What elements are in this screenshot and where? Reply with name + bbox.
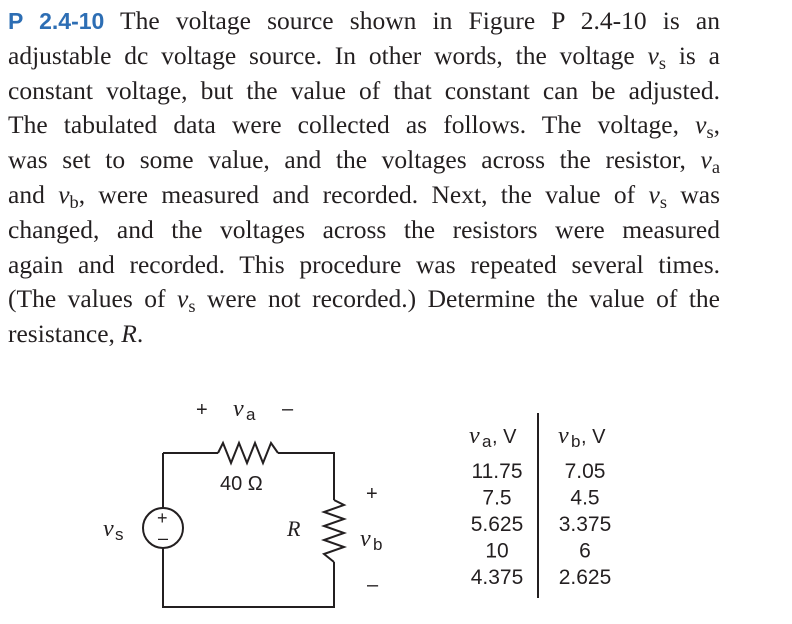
math-subscript: s (659, 192, 667, 213)
problem-text: were not recorded.) Determine the value of the (195, 284, 720, 314)
math-variable: v (695, 110, 707, 140)
math-subscript: s (188, 296, 196, 317)
header-va-unit: , V (492, 426, 517, 448)
math-variable: v (58, 179, 70, 209)
table-cell-va: 7.5 (482, 486, 512, 510)
resistor-r-label: R (287, 516, 301, 541)
header-vb-subscript: b (571, 432, 581, 451)
header-vb-symbol: v (558, 423, 569, 449)
problem-text: . (136, 319, 144, 349)
problem-text: adjustable dc voltage source. In other words, the voltage (8, 40, 648, 70)
problem-text: , were measured and recorded. Next, the value of (78, 179, 649, 209)
problem-text: was set to some value, and the voltages across the resistor, (8, 145, 701, 175)
vb-plus-sign: + (366, 483, 378, 505)
va-plus-sign: + (196, 399, 208, 421)
header-va-symbol: v (469, 423, 480, 449)
header-vb-unit: , V (581, 426, 606, 448)
va-symbol: v (233, 396, 244, 422)
table-cell-vb: 4.5 (570, 486, 600, 510)
table-cell-va: 5.625 (470, 513, 524, 536)
math-variable: R (121, 319, 137, 349)
vb-symbol: v (360, 526, 371, 552)
source-plus-sign: + (157, 508, 168, 528)
problem-text: , (713, 110, 720, 140)
vs-subscript: s (115, 525, 124, 544)
problem-text: The voltage source shown in Figure P 2.4-10 is an (104, 6, 720, 35)
vs-symbol: v (103, 516, 114, 542)
problem-text: is a (666, 40, 720, 70)
vb-minus-sign: – (367, 574, 379, 596)
problem-text: was (666, 179, 720, 209)
vb-subscript: b (373, 535, 383, 554)
problem-number: P 2.4-10 (8, 8, 105, 34)
data-table (469, 413, 611, 598)
math-subscript: b (69, 192, 79, 213)
table-cell-vb: 6 (579, 539, 591, 563)
wire-top-right (278, 453, 334, 500)
math-subscript: s (658, 52, 666, 73)
problem-text: and (8, 179, 59, 209)
problem-text: constant voltage, but the value of that constant can be adjusted. (8, 75, 720, 105)
source-minus-sign: – (158, 528, 169, 548)
problem-text: again and recorded. This procedure was repeated several times. (8, 249, 720, 279)
resistor-40-ohm (218, 443, 278, 463)
table-cell-vb: 2.625 (558, 566, 612, 589)
table-cell-vb: 3.375 (558, 513, 612, 536)
table-cell-vb: 7.05 (564, 460, 606, 483)
problem-text: resistance, (8, 319, 122, 349)
math-subscript: a (711, 157, 720, 178)
math-subscript: s (706, 122, 714, 143)
problem-text: (The values of (8, 284, 177, 314)
math-variable: v (647, 40, 659, 70)
header-va-subscript: a (482, 432, 492, 451)
math-variable: v (700, 145, 712, 175)
math-variable: v (177, 284, 189, 314)
problem-text: The tabulated data were collected as follows. The voltage, (8, 110, 696, 140)
wire-left-bottom (163, 548, 334, 607)
table-cell-va: 10 (485, 539, 509, 563)
table-cell-va: 11.75 (471, 460, 523, 483)
table-cell-va: 4.375 (470, 566, 524, 589)
problem-text: changed, and the voltages across the resistors were measured (8, 214, 720, 244)
resistor-40-ohm-label: 40 Ω (220, 473, 263, 495)
math-variable: v (648, 179, 660, 209)
va-minus-sign: – (282, 398, 294, 420)
resistor-r (324, 500, 344, 562)
va-subscript: a (246, 405, 256, 424)
